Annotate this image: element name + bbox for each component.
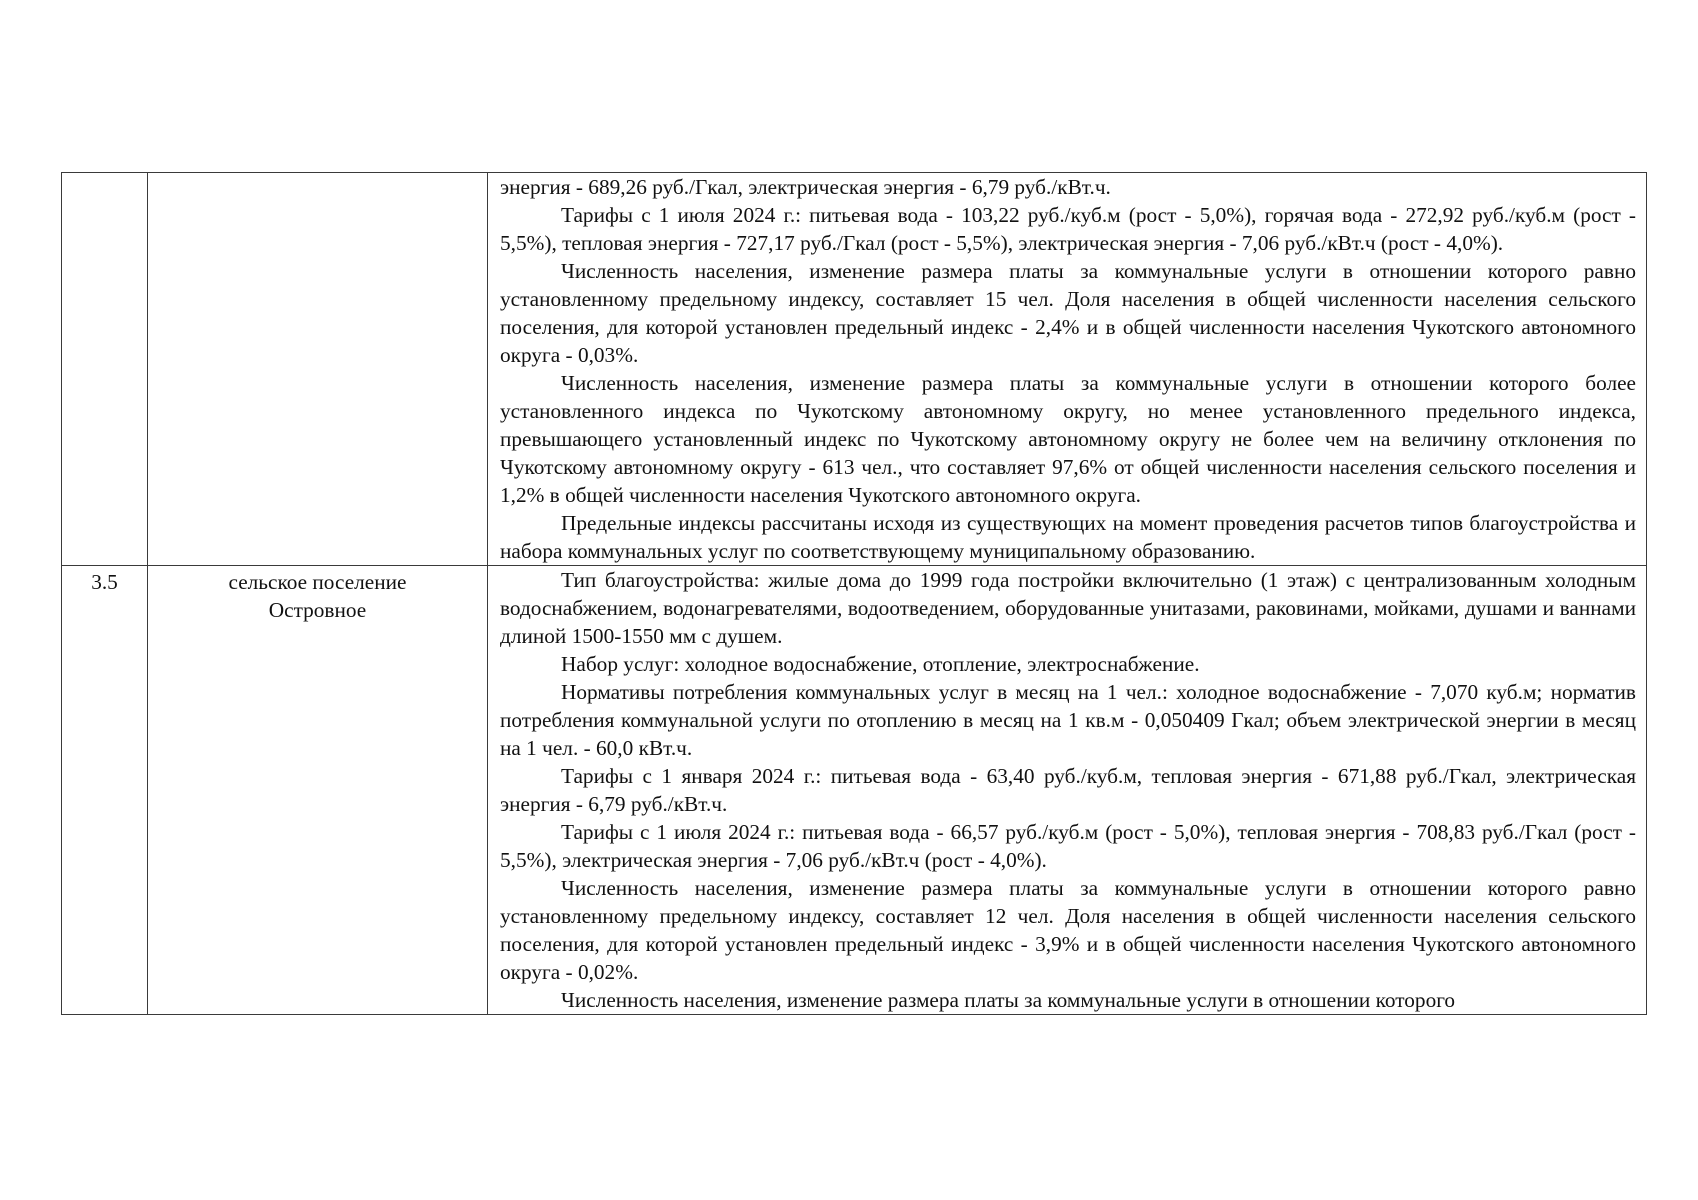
table-row [62,566,1647,1015]
paragraph: Предельные индексы рассчитаны исходя из существующих на момент проведения расчетов типов благоустройства и набора коммунальных услуг по соответствующему муниципальному образованию. [500,511,1636,563]
description-cell [488,173,1647,566]
description-cell [488,566,1647,1015]
paragraph: Численность населения, изменение размера платы за коммунальные услуги в отношении которого равно установленному предельному индексу, составляет 12 чел. Доля населения в общей численности населения сельского поселения, для которой установлен предельный индекс - 3,9% и в общей численности населения Чукотского автономного округа - 0,02%. [500,876,1636,984]
paragraph: Тип благоустройства: жилые дома до 1999 года постройки включительно (1 этаж) с централизованным холодным водоснабжением, водонагревателями, водоотведением, оборудованные унитазами, раковинами, мойками, душами и ваннами длиной 1500-1550 мм с душем. [500,568,1636,648]
tariff-table [61,172,1647,1015]
paragraph: Численность населения, изменение размера платы за коммунальные услуги в отношении которого равно установленному предельному индексу, составляет 15 чел. Доля населения в общей численности населения сельского поселения, для которой установлен предельный индекс - 2,4% и в общей численности населения Чукотского автономного округа - 0,03%. [500,259,1636,367]
paragraph: Численность населения, изменение размера платы за коммунальные услуги в отношении которого [561,988,1456,1012]
table-row [62,173,1647,566]
row-number: 3.5 [91,570,118,594]
settlement-name-line: сельское поселение [228,570,407,594]
paragraph: Нормативы потребления коммунальных услуг в месяц на 1 чел.: холодное водоснабжение - 7,070 куб.м; норматив потребления коммунальной услуги по отоплению в месяц на 1 кв.м - 0,050409 Гкал; объем электрической энергии в месяц на 1 чел. - 60,0 кВт.ч. [500,680,1636,760]
row-number-cell [62,173,148,566]
settlement-name-line: Островное [268,598,367,622]
paragraph: Тарифы с 1 января 2024 г.: питьевая вода - 63,40 руб./куб.м, тепловая энергия - 671,88 руб./Гкал, электрическая энергия - 6,79 руб./кВт.ч. [500,764,1636,816]
paragraph: энергия - 689,26 руб./Гкал, электрическая энергия - 6,79 руб./кВт.ч. [500,175,1111,199]
settlement-name-cell [148,566,488,1015]
settlement-name-cell [148,173,488,566]
paragraph: Тарифы с 1 июля 2024 г.: питьевая вода - 103,22 руб./куб.м (рост - 5,0%), горячая вода - 272,92 руб./куб.м (рост - 5,5%), тепловая энергия - 727,17 руб./Гкал (рост - 5,5%), электрическая энергия - 7,06 руб./кВт.ч (рост - 4,0%). [500,203,1636,255]
paragraph: Тарифы с 1 июля 2024 г.: питьевая вода - 66,57 руб./куб.м (рост - 5,0%), тепловая энергия - 708,83 руб./Гкал (рост - 5,5%), электрическая энергия - 7,06 руб./кВт.ч (рост - 4,0%). [500,820,1636,872]
row-number-cell [62,566,148,1015]
paragraph: Набор услуг: холодное водоснабжение, отопление, электроснабжение. [561,652,1200,676]
paragraph: Численность населения, изменение размера платы за коммунальные услуги в отношении которого более установленного индекса по Чукотскому автономному округу, но менее установленного предельного индекса, превышающего установленный индекс по Чукотскому автономному округу не более чем на величину отклонения по Чукотскому автономному округу - 613 чел., что составляет 97,6% от общей численности населения сельского поселения и 1,2% в общей численности населения Чукотского автономного округа. [500,371,1636,507]
